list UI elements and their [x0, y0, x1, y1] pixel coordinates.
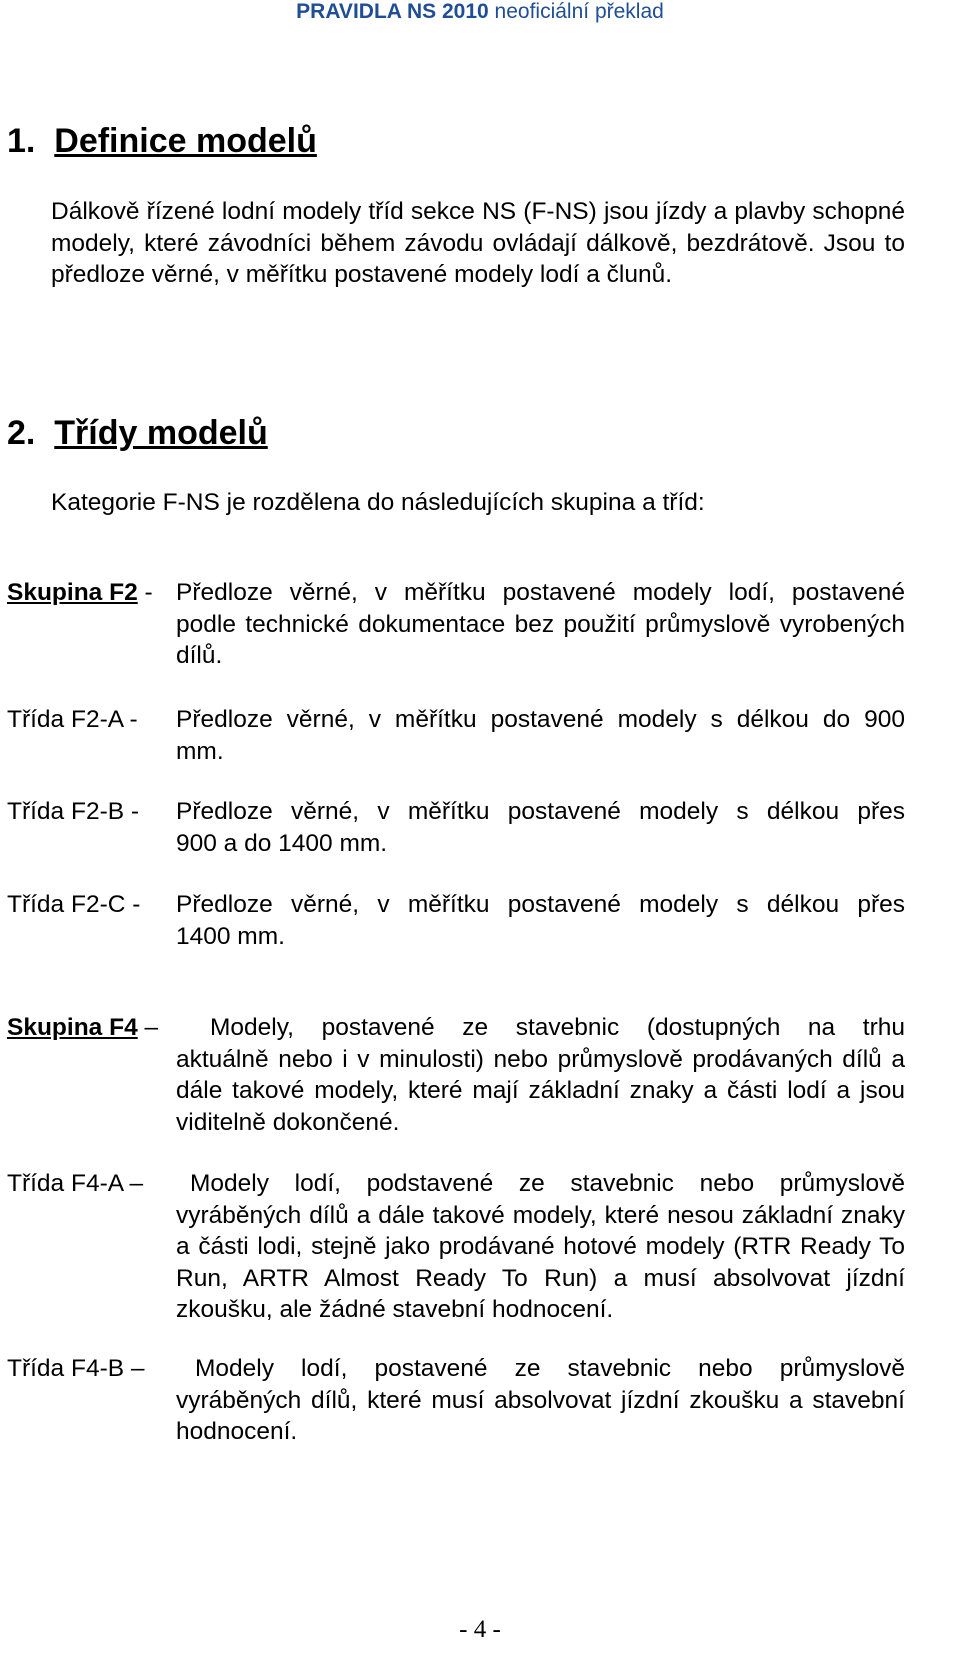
- class-f4b-rest: vyráběných dílů, které musí absolvovat jízdní zkoušku a stavební hodnocení.: [176, 1386, 905, 1445]
- class-f2b-first: Předloze věrné, v měřítku postavené modely s délkou přes: [176, 798, 905, 825]
- class-f2b: [7, 796, 905, 859]
- class-f4a-first: Modely lodí, podstavené ze stavebnic nebo průmyslově: [190, 1170, 905, 1197]
- class-f4a-label: Třída F4-A: [7, 1170, 123, 1197]
- group-f4-label: Skupina F4: [7, 1014, 138, 1041]
- page-number: - 4 -: [459, 1616, 501, 1643]
- header-title-rest: neoficiální překlad: [488, 0, 664, 23]
- class-f2c-first: Předloze věrné, v měřítku postavené modely s délkou přes: [176, 891, 905, 918]
- group-f4-label-wrap: [7, 1012, 158, 1044]
- section-2-intro: Kategorie F-NS je rozdělena do následujících skupina a tříd:: [51, 489, 705, 516]
- class-f2b-label-wrap: [7, 796, 139, 828]
- section-2-heading: [7, 413, 268, 453]
- class-f2c: [7, 889, 905, 952]
- section-2-title: Třídy modelů: [54, 414, 268, 452]
- class-f4b-label-wrap: [7, 1353, 145, 1385]
- class-f2a-first: Předloze věrné, v měřítku postavené modely s délkou do 900: [176, 706, 905, 733]
- class-f4a: [7, 1168, 905, 1326]
- group-f2: [7, 577, 905, 672]
- section-1-heading: [7, 121, 317, 161]
- class-f4a-label-wrap: [7, 1168, 143, 1200]
- group-f4: [7, 1012, 905, 1138]
- page-header: [0, 0, 960, 24]
- group-f2-label: Skupina F2: [7, 579, 138, 606]
- class-f4b-first: Modely lodí, postavené ze stavebnic nebo průmyslově: [195, 1355, 905, 1382]
- class-f2a-rest: mm.: [176, 737, 224, 765]
- section-1-text: Dálkově řízené lodní modely tříd sekce NS (F-NS) jsou jízdy a plavby schopné modely, které závodníci během závodu ovládají dálkově, bezdrátově. Jsou to předloze věrné, v měřítku postavené modely lodí a člunů.: [51, 198, 905, 288]
- class-f2b-rest: 900 a do 1400 mm.: [176, 829, 388, 857]
- class-f2c-sep: -: [125, 891, 141, 918]
- class-f4b: [7, 1353, 905, 1448]
- class-f4b-sep: –: [124, 1355, 145, 1382]
- section-1-number: 1.: [7, 122, 36, 160]
- class-f4b-label: Třída F4-B: [7, 1355, 125, 1382]
- header-title-bold: PRAVIDLA NS 2010: [296, 0, 489, 23]
- class-f2a-label-wrap: [7, 704, 138, 736]
- class-f4a-sep: –: [122, 1170, 144, 1197]
- group-f4-first: Modely, postavené ze stavebnic (dostupných na trhu: [210, 1014, 905, 1041]
- section-2-number: 2.: [7, 414, 36, 452]
- class-f2c-label-wrap: [7, 889, 140, 921]
- class-f2c-rest: 1400 mm.: [176, 922, 285, 950]
- group-f2-label-wrap: [7, 577, 153, 609]
- class-f2a: [7, 704, 905, 767]
- class-f4a-rest: vyráběných dílů a dále takové modely, které nesou základní znaky a části lodi, stejně jako prodávané hotové modely (RTR Ready To Run, ARTR Almost Ready To Run) a musí absolvovat jízdní zkoušku, ale žádné stavební hodnocení.: [176, 1201, 905, 1323]
- class-f2c-label: Třída F2-C: [7, 891, 126, 918]
- section-1-title: Definice modelů: [54, 122, 317, 160]
- class-f2a-sep: -: [122, 706, 138, 733]
- class-f2b-sep: -: [124, 798, 140, 825]
- group-f4-rest: aktuálně nebo i v minulosti) nebo průmyslově prodávaných dílů a dále takové modely, které mají základní znaky a části lodí a jsou viditelně dokončené.: [176, 1045, 905, 1136]
- group-f2-rest: podle technické dokumentace bez použití průmyslově vyrobených dílů.: [176, 610, 905, 669]
- class-f2a-label: Třída F2-A: [7, 706, 123, 733]
- group-f2-sep: -: [137, 579, 153, 606]
- class-f2b-label: Třída F2-B: [7, 798, 125, 825]
- group-f2-first: Předloze věrné, v měřítku postavené modely lodí, postavené: [176, 579, 905, 606]
- group-f4-sep: –: [137, 1014, 159, 1041]
